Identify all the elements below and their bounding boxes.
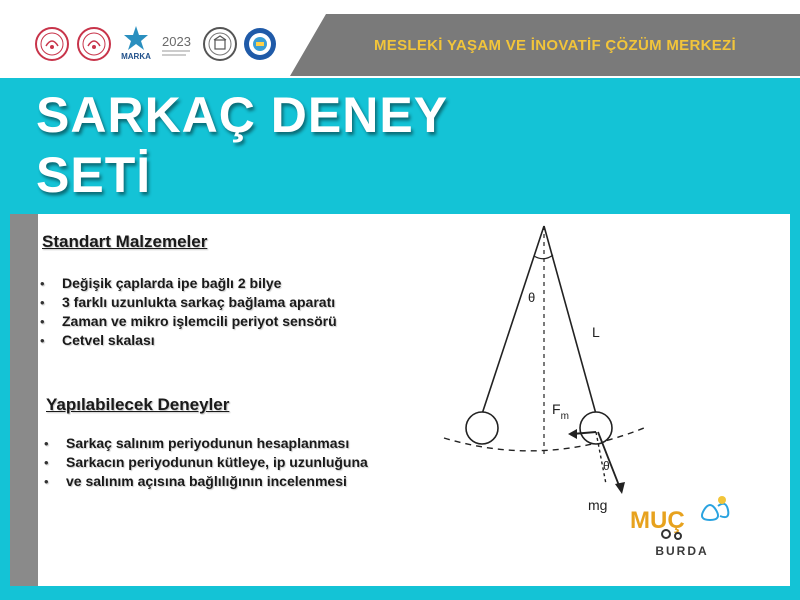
panel-left-edge bbox=[10, 214, 38, 586]
bob-left bbox=[466, 412, 498, 444]
weight-label: mg bbox=[588, 497, 608, 513]
force-label: $F_m$ bbox=[552, 401, 569, 422]
string-left bbox=[482, 226, 544, 414]
list-item-continuation: ve salınım açısına bağlılığının incelenmesi bbox=[66, 473, 347, 489]
list-item: • 3 farklı uzunlukta sarkaç bağlama aparatı bbox=[40, 293, 337, 312]
angle-label-bottom: θ bbox=[603, 459, 610, 473]
governorship-seal-icon bbox=[202, 26, 238, 62]
pendulum-diagram bbox=[440, 222, 660, 522]
list-item: • Zaman ve mikro işlemcili periyot sensörü bbox=[40, 312, 337, 331]
angle-label-top: θ bbox=[528, 290, 536, 305]
ministry-seal-icon bbox=[34, 26, 70, 62]
svg-text:2023: 2023 bbox=[162, 34, 191, 49]
materials-list bbox=[40, 274, 337, 350]
angle-arc bbox=[534, 255, 553, 259]
slide-title-line2: SETİ bbox=[36, 147, 152, 203]
list-item bbox=[44, 472, 368, 491]
experiments-list bbox=[44, 434, 368, 491]
marka-logo bbox=[118, 24, 154, 60]
list-item: • Değişik çaplarda ipe bağlı 2 bilye bbox=[40, 274, 337, 293]
svg-text:MARKA: MARKA bbox=[121, 52, 151, 61]
center-title: MESLEKİ YAŞAM VE İNOVATİF ÇÖZÜM MERKEZİ bbox=[373, 36, 736, 54]
force-arrowhead bbox=[568, 429, 577, 439]
list-item: • Sarkacın periyodunun kütleye, ip uzunluğuna bbox=[44, 453, 368, 472]
list-item: • Cetvel skalası bbox=[40, 331, 337, 350]
turkey-2023-vision-logo bbox=[158, 24, 194, 60]
materials-heading: Standart Malzemeler bbox=[42, 232, 208, 251]
ministry-seal-icon bbox=[76, 26, 112, 62]
experiments-heading: Yapılabilecek Deneyler bbox=[46, 395, 230, 414]
weight-arrowhead bbox=[615, 482, 625, 494]
school-seal-icon bbox=[242, 26, 278, 62]
burda-text: BURDA bbox=[655, 544, 709, 558]
slide-title-line1: SARKAÇ DENEY bbox=[36, 87, 449, 143]
list-item: • Sarkaç salınım periyodunun hesaplanması bbox=[44, 434, 368, 453]
bob-right bbox=[580, 412, 612, 444]
string-right bbox=[544, 226, 596, 414]
length-label: L bbox=[592, 324, 600, 340]
svg-text:MUÇ: MUÇ bbox=[630, 507, 685, 534]
